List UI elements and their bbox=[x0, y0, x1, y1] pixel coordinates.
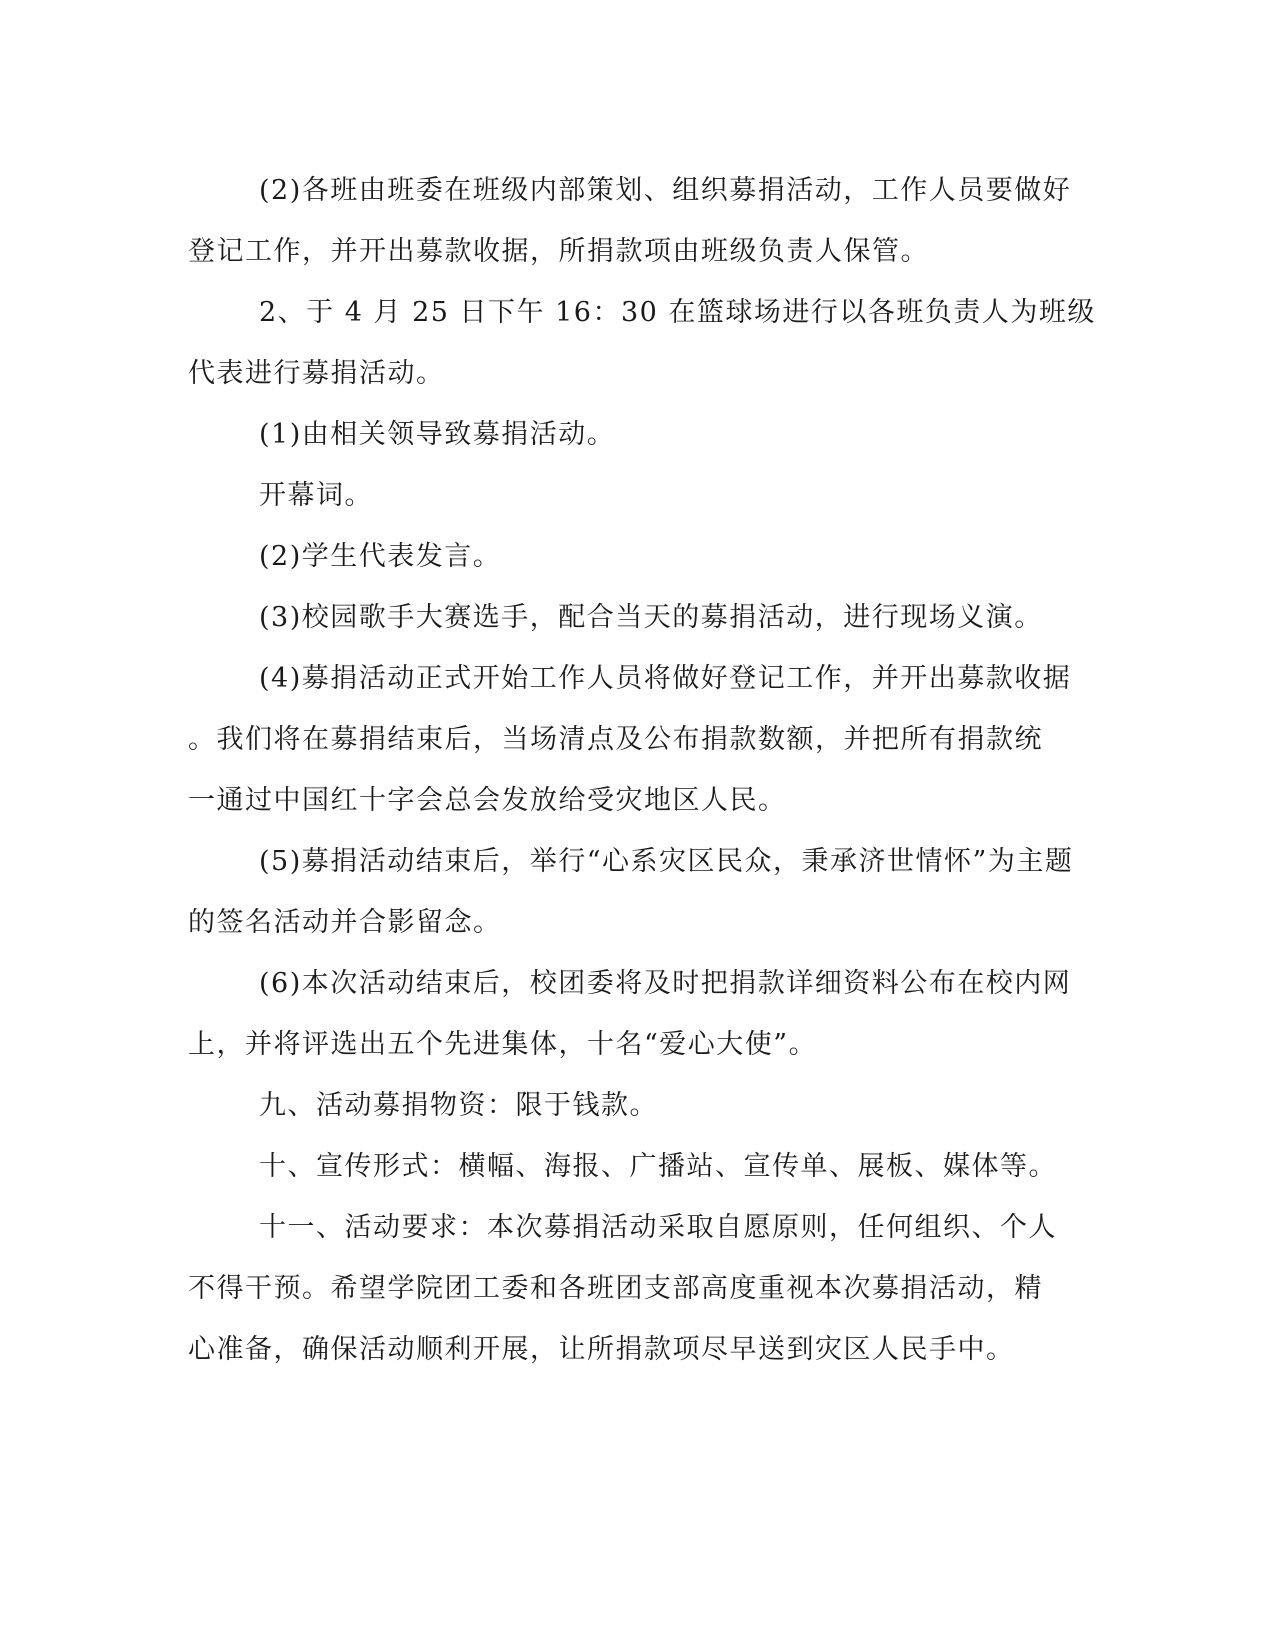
paragraph-line: (4)募捐活动正式开始工作人员将做好登记工作，并开出募款收据 bbox=[259, 663, 1072, 694]
paragraph-line: (1)由相关领导致募捐活动。 bbox=[259, 419, 616, 450]
paragraph-line: (6)本次活动结束后，校团委将及时把捐款详细资料公布在校内网 bbox=[259, 968, 1072, 999]
paragraph-line: 十、宣传形式：横幅、海报、广播站、宣传单、展板、媒体等。 bbox=[259, 1151, 1057, 1182]
paragraph-line: (5)募捐活动结束后，举行“心系灾区民众，秉承济世情怀”为主题 bbox=[259, 846, 1074, 877]
paragraph-line: (3)校园歌手大赛选手，配合当天的募捐活动，进行现场义演。 bbox=[259, 602, 1043, 633]
document-body bbox=[188, 160, 1096, 1380]
paragraph-line: 不得干预。希望学院团工委和各班团支部高度重视本次募捐活动，精 bbox=[188, 1273, 1043, 1304]
paragraph-line: 十一、活动要求：本次募捐活动采取自愿原则，任何组织、个人 bbox=[259, 1212, 1057, 1243]
paragraph-line: 代表进行募捐活动。 bbox=[188, 358, 445, 389]
paragraph-line: (2)各班由班委在班级内部策划、组织募捐活动，工作人员要做好 bbox=[259, 175, 1072, 206]
paragraph-line: 的签名活动并合影留念。 bbox=[188, 907, 502, 938]
paragraph-line: 九、活动募捐物资：限于钱款。 bbox=[259, 1090, 658, 1121]
paragraph-line: 登记工作，并开出募款收据，所捐款项由班级负责人保管。 bbox=[188, 236, 929, 267]
paragraph-line: 2、于 4 月 25 日下午 16：30 在篮球场进行以各班负责人为班级 bbox=[259, 297, 1096, 328]
paragraph-line: 上，并将评选出五个先进集体，十名“爱心大使”。 bbox=[188, 1029, 818, 1060]
paragraph-line: (2)学生代表发言。 bbox=[259, 541, 502, 572]
paragraph-line: 开幕词。 bbox=[259, 480, 373, 511]
paragraph-line: 心准备，确保活动顺利开展，让所捐款项尽早送到灾区人民手中。 bbox=[188, 1334, 1015, 1365]
paragraph-line: 一通过中国红十字会总会发放给受灾地区人民。 bbox=[188, 785, 787, 816]
paragraph-line: 。我们将在募捐结束后，当场清点及公布捐款数额，并把所有捐款统 bbox=[188, 724, 1043, 755]
